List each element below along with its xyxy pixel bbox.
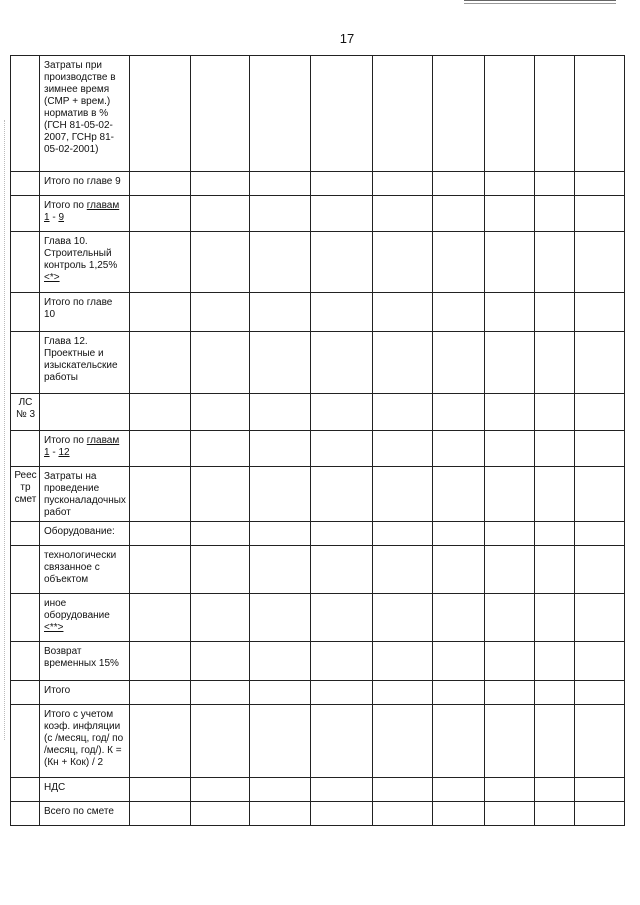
value-cell (373, 681, 433, 705)
estimate-table (10, 55, 625, 826)
row-code-cell (11, 196, 40, 232)
description-text: Итого (44, 685, 71, 696)
row-description-cell (40, 681, 130, 705)
value-cell (575, 394, 625, 431)
value-cell (575, 232, 625, 293)
value-cell (373, 394, 433, 431)
value-cell (130, 546, 191, 594)
row-description-cell (40, 394, 130, 431)
value-cell (191, 394, 250, 431)
value-cell (485, 681, 535, 705)
description-text: Итого по главе 10 (44, 297, 113, 320)
row-code-cell (11, 546, 40, 594)
row-code-cell (11, 594, 40, 642)
value-cell (433, 546, 485, 594)
value-cell (130, 293, 191, 332)
description-link-text: 9 (58, 212, 65, 223)
value-cell (535, 332, 575, 394)
table-row (11, 293, 625, 332)
value-cell (535, 394, 575, 431)
table-row (11, 642, 625, 681)
description-text: Итого по (44, 435, 87, 446)
row-description-cell (40, 293, 130, 332)
value-cell (535, 293, 575, 332)
description-link-text: 12 (58, 447, 70, 458)
row-code-cell: ЛС № 3 (11, 394, 40, 431)
value-cell (373, 467, 433, 522)
value-cell (575, 705, 625, 778)
value-cell (575, 778, 625, 802)
table-row (11, 232, 625, 293)
value-cell (250, 546, 311, 594)
row-code-cell (11, 705, 40, 778)
value-cell (433, 594, 485, 642)
row-code-cell (11, 232, 40, 293)
value-cell (485, 546, 535, 594)
value-cell (311, 594, 373, 642)
description-text: Затраты на проведение пусконаладочных работ (44, 471, 126, 518)
value-cell (535, 431, 575, 467)
value-cell (130, 802, 191, 826)
value-cell (250, 594, 311, 642)
value-cell (250, 802, 311, 826)
value-cell (433, 778, 485, 802)
value-cell (191, 705, 250, 778)
value-cell (433, 332, 485, 394)
value-cell (575, 196, 625, 232)
value-cell (485, 196, 535, 232)
value-cell (311, 394, 373, 431)
value-cell (433, 293, 485, 332)
value-cell (485, 642, 535, 681)
value-cell (130, 467, 191, 522)
value-cell (191, 293, 250, 332)
value-cell (311, 232, 373, 293)
value-cell (130, 681, 191, 705)
row-code-cell: Реестр смет (11, 467, 40, 522)
value-cell (433, 172, 485, 196)
value-cell (250, 394, 311, 431)
value-cell (191, 681, 250, 705)
table-row (11, 431, 625, 467)
value-cell (311, 681, 373, 705)
value-cell (250, 332, 311, 394)
row-code-cell (11, 778, 40, 802)
description-text: технологически связанное с объектом (44, 550, 117, 585)
value-cell (191, 467, 250, 522)
value-cell (485, 431, 535, 467)
value-cell (191, 56, 250, 172)
value-cell (311, 546, 373, 594)
value-cell (535, 642, 575, 681)
description-text: - (49, 447, 59, 458)
value-cell (191, 546, 250, 594)
row-description-cell (40, 332, 130, 394)
value-cell (535, 681, 575, 705)
row-code-cell (11, 172, 40, 196)
value-cell (191, 431, 250, 467)
value-cell (485, 802, 535, 826)
value-cell (250, 778, 311, 802)
value-cell (311, 172, 373, 196)
value-cell (485, 394, 535, 431)
description-text: иное оборудование (44, 598, 110, 621)
table-row (11, 802, 625, 826)
description-link-text: главам 1 (44, 200, 120, 223)
value-cell (485, 293, 535, 332)
value-cell (250, 196, 311, 232)
value-cell (433, 431, 485, 467)
value-cell (575, 172, 625, 196)
row-description-cell (40, 594, 130, 642)
value-cell (311, 705, 373, 778)
value-cell (191, 196, 250, 232)
value-cell (433, 394, 485, 431)
value-cell (311, 778, 373, 802)
row-description-cell (40, 172, 130, 196)
table-row (11, 522, 625, 546)
value-cell (250, 172, 311, 196)
value-cell (433, 56, 485, 172)
value-cell (373, 522, 433, 546)
value-cell (373, 172, 433, 196)
value-cell (191, 522, 250, 546)
value-cell (250, 467, 311, 522)
value-cell (373, 431, 433, 467)
description-text: Всего по смете (44, 806, 114, 817)
row-code-cell (11, 332, 40, 394)
row-description-cell (40, 196, 130, 232)
table-row (11, 56, 625, 172)
value-cell (373, 642, 433, 681)
row-code-cell (11, 431, 40, 467)
value-cell (191, 172, 250, 196)
value-cell (130, 594, 191, 642)
row-description-cell (40, 232, 130, 293)
description-text: - (49, 212, 59, 223)
row-code-cell (11, 802, 40, 826)
value-cell (535, 172, 575, 196)
value-cell (250, 642, 311, 681)
value-cell (575, 594, 625, 642)
value-cell (373, 705, 433, 778)
value-cell (311, 56, 373, 172)
value-cell (535, 196, 575, 232)
value-cell (433, 681, 485, 705)
table-row (11, 705, 625, 778)
row-code-cell (11, 681, 40, 705)
description-link-text: главам 1 (44, 435, 120, 458)
table-row (11, 681, 625, 705)
value-cell (535, 546, 575, 594)
table-row (11, 172, 625, 196)
value-cell (575, 546, 625, 594)
description-text: Затраты при производстве в зимнее время (СМР + врем.) норматив в % (ГСН 81-05-02-2007, ГСНр 81-05-02-2001) (44, 60, 116, 155)
row-code-cell (11, 293, 40, 332)
table-row (11, 467, 625, 522)
value-cell (535, 56, 575, 172)
value-cell (535, 594, 575, 642)
row-code-cell (11, 522, 40, 546)
page-number: 17 (339, 31, 355, 46)
value-cell (575, 56, 625, 172)
value-cell (191, 594, 250, 642)
value-cell (535, 705, 575, 778)
value-cell (311, 332, 373, 394)
description-link-text: <*> (44, 272, 60, 283)
description-text: Итого с учетом коэф. инфляции (с /месяц, год/ по /месяц, год/). К = (Кн + Кок) / 2 (44, 709, 124, 768)
value-cell (130, 642, 191, 681)
scan-side-dots (4, 120, 6, 740)
value-cell (575, 431, 625, 467)
value-cell (373, 196, 433, 232)
description-text: Глава 10. Строительный контроль 1,25% (44, 236, 118, 271)
value-cell (130, 705, 191, 778)
value-cell (130, 778, 191, 802)
description-link-text: <**> (44, 622, 64, 633)
value-cell (433, 467, 485, 522)
row-code-cell (11, 642, 40, 681)
value-cell (311, 467, 373, 522)
table-row (11, 332, 625, 394)
row-description-cell (40, 522, 130, 546)
value-cell (433, 232, 485, 293)
table-row (11, 394, 625, 431)
value-cell (250, 681, 311, 705)
value-cell (485, 705, 535, 778)
value-cell (311, 642, 373, 681)
value-cell (575, 522, 625, 546)
value-cell (485, 56, 535, 172)
description-text: Глава 12. Проектные и изыскательские работы (44, 336, 118, 383)
value-cell (575, 293, 625, 332)
row-code-cell (11, 56, 40, 172)
value-cell (191, 332, 250, 394)
value-cell (130, 332, 191, 394)
value-cell (130, 196, 191, 232)
row-description-cell (40, 802, 130, 826)
value-cell (311, 431, 373, 467)
description-text: Оборудование: (44, 526, 115, 537)
table-row (11, 778, 625, 802)
value-cell (575, 681, 625, 705)
value-cell (250, 705, 311, 778)
value-cell (250, 56, 311, 172)
value-cell (535, 522, 575, 546)
row-description-cell (40, 642, 130, 681)
value-cell (535, 802, 575, 826)
description-text: Итого по главе 9 (44, 176, 121, 187)
value-cell (433, 196, 485, 232)
row-description-cell (40, 467, 130, 522)
row-description-cell (40, 431, 130, 467)
value-cell (373, 546, 433, 594)
value-cell (130, 522, 191, 546)
scan-edge-mark (464, 0, 616, 4)
description-text: Возврат временных 15% (44, 646, 119, 669)
value-cell (373, 56, 433, 172)
value-cell (373, 332, 433, 394)
value-cell (485, 522, 535, 546)
table-row (11, 594, 625, 642)
value-cell (575, 642, 625, 681)
table-row (11, 196, 625, 232)
value-cell (250, 232, 311, 293)
value-cell (130, 172, 191, 196)
value-cell (373, 232, 433, 293)
value-cell (485, 232, 535, 293)
row-description-cell (40, 778, 130, 802)
value-cell (485, 467, 535, 522)
value-cell (130, 394, 191, 431)
row-description-cell (40, 705, 130, 778)
value-cell (130, 431, 191, 467)
row-description-cell (40, 546, 130, 594)
value-cell (191, 642, 250, 681)
value-cell (311, 522, 373, 546)
value-cell (535, 232, 575, 293)
value-cell (130, 56, 191, 172)
value-cell (433, 802, 485, 826)
description-text: Итого по (44, 200, 87, 211)
value-cell (250, 522, 311, 546)
value-cell (250, 431, 311, 467)
row-description-cell (40, 56, 130, 172)
value-cell (433, 642, 485, 681)
value-cell (433, 705, 485, 778)
value-cell (373, 778, 433, 802)
value-cell (311, 802, 373, 826)
value-cell (373, 293, 433, 332)
value-cell (311, 196, 373, 232)
value-cell (575, 332, 625, 394)
value-cell (311, 293, 373, 332)
value-cell (191, 232, 250, 293)
value-cell (433, 522, 485, 546)
value-cell (373, 594, 433, 642)
value-cell (191, 802, 250, 826)
value-cell (485, 332, 535, 394)
description-text: НДС (44, 782, 66, 793)
value-cell (535, 467, 575, 522)
value-cell (250, 293, 311, 332)
value-cell (130, 232, 191, 293)
value-cell (485, 778, 535, 802)
value-cell (485, 172, 535, 196)
value-cell (535, 778, 575, 802)
table-row (11, 546, 625, 594)
value-cell (373, 802, 433, 826)
value-cell (575, 802, 625, 826)
value-cell (575, 467, 625, 522)
value-cell (485, 594, 535, 642)
value-cell (191, 778, 250, 802)
